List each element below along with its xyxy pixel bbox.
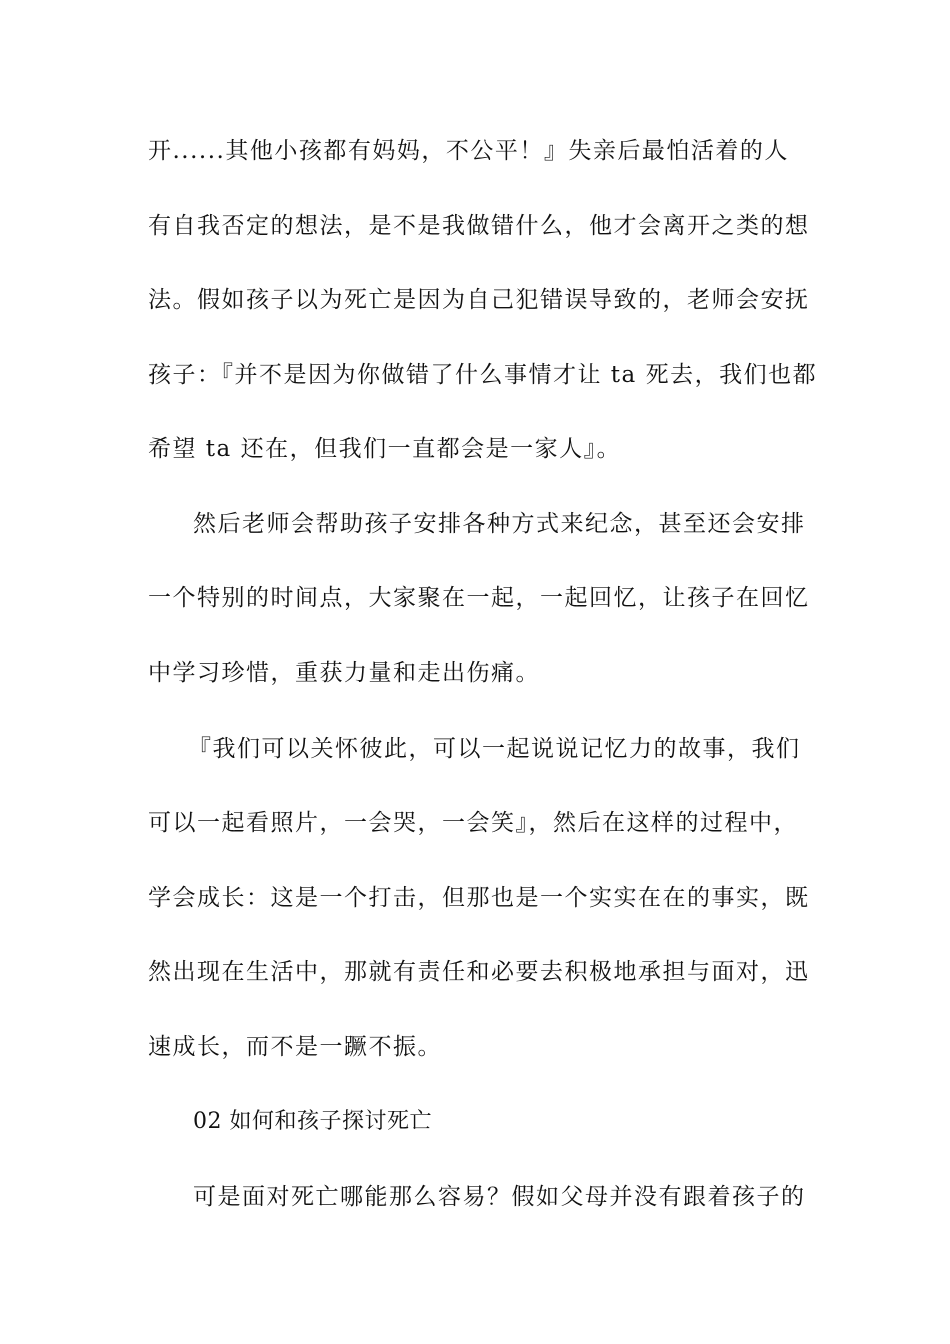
paragraph-line: 然后老师会帮助孩子安排各种方式来纪念，甚至还会安排 [193, 511, 806, 537]
paragraph-line: 学会成长：这是一个打击，但那也是一个实实在在的事实，既 [148, 885, 810, 911]
paragraph-line: 有自我否定的想法，是不是我做错什么，他才会离开之类的想 [148, 213, 810, 239]
paragraph-line: 中学习珍惜，重获力量和走出伤痛。 [148, 660, 540, 686]
paragraph-line: 一个特别的时间点，大家聚在一起，一起回忆，让孩子在回忆 [148, 585, 810, 611]
paragraph-line: 开......其他小孩都有妈妈，不公平！』失亲后最怕活着的人 [148, 138, 789, 164]
paragraph-line: 希望 ta 还在，但我们一直都会是一家人』。 [148, 436, 622, 462]
paragraph-line: 可以一起看照片，一会哭，一会笑』，然后在这样的过程中， [148, 810, 798, 836]
paragraph-line: 法。假如孩子以为死亡是因为自己犯错误导致的，老师会安抚 [148, 287, 810, 313]
paragraph-line: 速成长，而不是一蹶不振。 [148, 1034, 442, 1060]
section-heading: 02 如何和孩子探讨死亡 [193, 1109, 432, 1134]
paragraph-line: 可是面对死亡哪能那么容易？假如父母并没有跟着孩子的 [193, 1184, 806, 1210]
paragraph-line: 『我们可以关怀彼此，可以一起说说记忆力的故事，我们 [188, 736, 801, 762]
paragraph-line: 然出现在生活中，那就有责任和必要去积极地承担与面对，迅 [148, 959, 810, 985]
paragraph-line: 孩子：『并不是因为你做错了什么事情才让 ta 死去，我们也都 [148, 362, 818, 388]
